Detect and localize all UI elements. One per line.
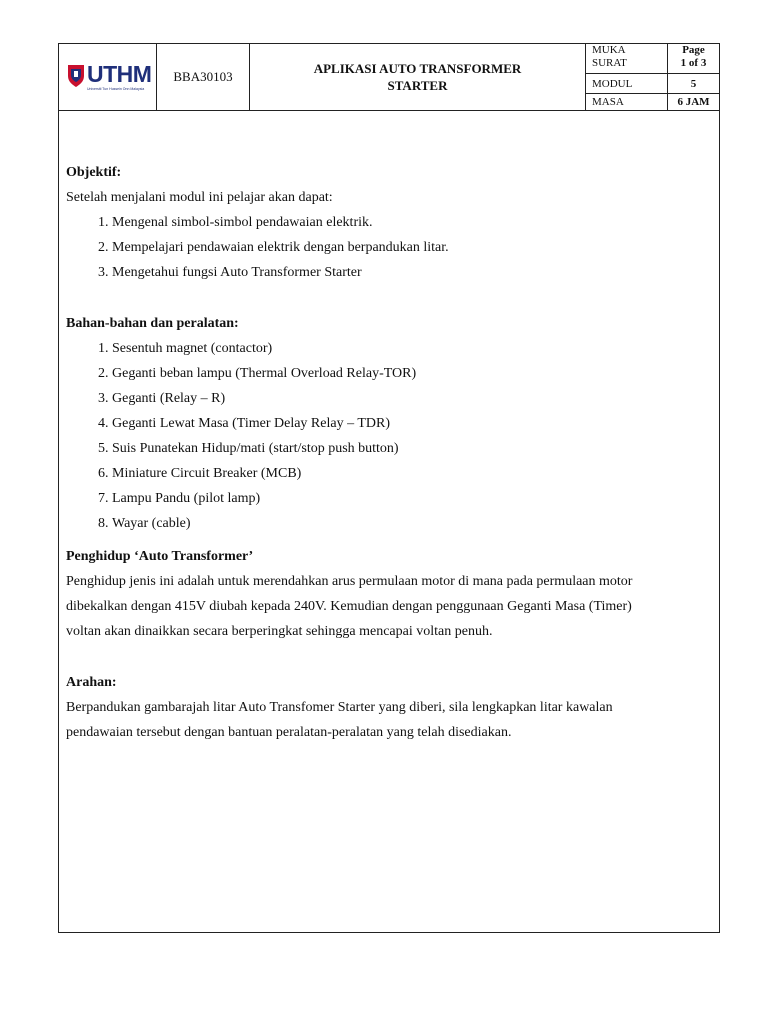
page-label: MUKA SURAT — [586, 44, 668, 73]
list-item: 1. Mengenal simbol-simbol pendawaian elektrik. — [112, 210, 706, 235]
masa-label: MASA — [586, 94, 668, 110]
arahan-line-2: pendawaian tersebut dengan bantuan peralatan-peralatan yang telah disediakan. — [66, 725, 512, 740]
document-page — [58, 43, 720, 933]
list-item: 8. Wayar (cable) — [112, 511, 706, 536]
meta-row-masa — [586, 94, 719, 110]
list-item: 4. Geganti Lewat Masa (Timer Delay Relay – TDR) — [112, 411, 706, 436]
document-header — [59, 44, 719, 111]
list-item: 3. Mengetahui fungsi Auto Transformer Starter — [112, 260, 706, 285]
penghidup-line-2: dibekalkan dengan 415V diubah kepada 240V. Kemudian dengan penggunaan Geganti Masa (Timer) — [66, 599, 632, 614]
page-value: Page 1 of 3 — [680, 44, 707, 69]
logo-text: UTHM — [87, 61, 152, 87]
list-item: 2. Mempelajari pendawaian elektrik dengan berpandukan litar. — [112, 235, 706, 260]
arahan-heading: Arahan: — [66, 675, 117, 690]
list-item: 1. Sesentuh magnet (contactor) — [112, 336, 706, 361]
penghidup-line-1: Penghidup jenis ini adalah untuk merendahkan arus permulaan motor di mana pada permulaan motor — [66, 574, 633, 589]
objektif-intro: Setelah menjalani modul ini pelajar akan dapat: — [66, 190, 333, 205]
list-item: 7. Lampu Pandu (pilot lamp) — [112, 486, 706, 511]
meta-row-page — [586, 44, 719, 74]
meta-table — [586, 44, 719, 110]
uthm-logo — [67, 62, 155, 92]
list-item: 5. Suis Punatekan Hidup/mati (start/stop push button) — [112, 436, 706, 461]
modul-value: 5 — [690, 78, 697, 90]
masa-value: 6 JAM — [677, 96, 710, 108]
title-line-2: STARTER — [387, 78, 448, 93]
bahan-heading: Bahan-bahan dan peralatan: — [66, 316, 239, 331]
logo-cell — [59, 44, 157, 110]
logo-subtitle: Universiti Tun Hussein Onn Malaysia — [87, 87, 145, 91]
meta-row-modul — [586, 74, 719, 94]
document-title — [250, 44, 586, 110]
course-code: BBA30103 — [157, 44, 250, 110]
document-body — [66, 160, 706, 745]
crest-icon — [67, 64, 85, 88]
modul-label: MODUL — [586, 74, 668, 93]
list-item: 2. Geganti beban lampu (Thermal Overload Relay-TOR) — [112, 361, 706, 386]
penghidup-heading: Penghidup ‘Auto Transformer’ — [66, 549, 254, 564]
arahan-line-1: Berpandukan gambarajah litar Auto Transfomer Starter yang diberi, sila lengkapkan litar kawalan — [66, 700, 613, 715]
title-line-1: APLIKASI AUTO TRANSFORMER — [313, 61, 522, 76]
penghidup-line-3: voltan akan dinaikkan secara berperingkat sehingga mencapai voltan penuh. — [66, 624, 493, 639]
objektif-heading: Objektif: — [66, 165, 122, 180]
list-item: 6. Miniature Circuit Breaker (MCB) — [112, 461, 706, 486]
list-item: 3. Geganti (Relay – R) — [112, 386, 706, 411]
objektif-list — [66, 210, 706, 285]
bahan-list — [66, 336, 706, 536]
